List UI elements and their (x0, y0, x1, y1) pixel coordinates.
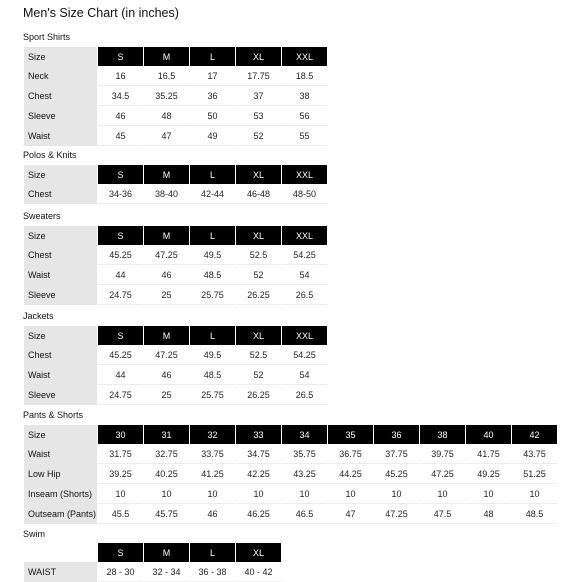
value-cell: 10 (512, 484, 557, 504)
value-cell: 25 (144, 285, 189, 305)
row-label: Neck (24, 66, 97, 86)
value-cell: 48 (144, 106, 189, 126)
value-cell: 37.75 (374, 444, 419, 464)
table-row (24, 444, 557, 464)
table-row (24, 184, 327, 204)
value-cell: 26.25 (236, 285, 281, 305)
value-cell: 52 (236, 265, 281, 285)
value-cell: 53 (236, 106, 281, 126)
value-cell: 40.25 (144, 464, 189, 484)
size-header-label: Size (24, 226, 97, 245)
value-cell: 47 (328, 504, 373, 524)
table-row (24, 385, 327, 405)
value-cell: 47.25 (420, 464, 465, 484)
row-label: Chest (24, 184, 97, 204)
size-header-cell: XL (236, 326, 281, 345)
value-cell: 38-40 (144, 184, 189, 204)
value-cell: 10 (236, 484, 281, 504)
value-cell: 10 (144, 484, 189, 504)
size-table (23, 47, 328, 146)
value-cell: 45.25 (374, 464, 419, 484)
value-cell: 46 (190, 504, 235, 524)
size-table (23, 226, 328, 305)
value-cell: 43.75 (512, 444, 557, 464)
row-label: Chest (24, 86, 97, 106)
size-header-cell: XL (236, 543, 281, 562)
size-header-label: Size (24, 425, 97, 444)
size-header-cell: M (144, 543, 189, 562)
value-cell: 44 (98, 365, 143, 385)
size-header-cell: 31 (144, 425, 189, 444)
size-table (23, 543, 282, 582)
size-header-label (24, 543, 97, 562)
value-cell: 17.75 (236, 66, 281, 86)
value-cell: 44 (98, 265, 143, 285)
table-row (24, 126, 327, 146)
row-label: Waist (24, 265, 97, 285)
size-header-cell: 35 (328, 425, 373, 444)
value-cell: 34-36 (98, 184, 143, 204)
value-cell: 49.25 (466, 464, 511, 484)
value-cell: 26.25 (236, 385, 281, 405)
size-header-label: Size (24, 326, 97, 345)
value-cell: 10 (420, 484, 465, 504)
section-label: Jackets (23, 311, 54, 321)
value-cell: 10 (466, 484, 511, 504)
size-header-cell: XL (236, 47, 281, 66)
value-cell: 52 (236, 365, 281, 385)
value-cell: 48.5 (190, 265, 235, 285)
row-label: Sleeve (24, 285, 97, 305)
value-cell: 54 (282, 265, 327, 285)
size-header-cell: XXL (282, 165, 327, 184)
value-cell: 31.75 (98, 444, 143, 464)
value-cell: 36.75 (328, 444, 373, 464)
value-cell: 54.25 (282, 345, 327, 365)
value-cell: 47.25 (144, 345, 189, 365)
size-header-cell: L (190, 326, 235, 345)
value-cell: 39.25 (98, 464, 143, 484)
row-label: Sleeve (24, 385, 97, 405)
size-header-cell: 34 (282, 425, 327, 444)
value-cell: 17 (190, 66, 235, 86)
value-cell: 26.5 (282, 385, 327, 405)
size-header-cell: L (190, 226, 235, 245)
size-header-cell: L (190, 543, 235, 562)
section-label: Sport Shirts (23, 32, 71, 42)
value-cell: 10 (328, 484, 373, 504)
value-cell: 25.75 (190, 385, 235, 405)
size-header-cell: XXL (282, 226, 327, 245)
value-cell: 16 (98, 66, 143, 86)
size-header-cell: S (98, 543, 143, 562)
value-cell: 45.25 (98, 345, 143, 365)
value-cell: 26.5 (282, 285, 327, 305)
value-cell: 46 (144, 265, 189, 285)
value-cell: 49.5 (190, 345, 235, 365)
value-cell: 49 (190, 126, 235, 146)
value-cell: 45.75 (144, 504, 189, 524)
value-cell: 39.75 (420, 444, 465, 464)
value-cell: 46 (144, 365, 189, 385)
table-row (24, 265, 327, 285)
row-label: Inseam (Shorts) (24, 484, 97, 504)
size-header-cell: XXL (282, 326, 327, 345)
size-header-cell: M (144, 226, 189, 245)
table-row (24, 562, 281, 582)
size-header-cell: M (144, 326, 189, 345)
value-cell: 50 (190, 106, 235, 126)
size-header-cell: M (144, 47, 189, 66)
value-cell: 48 (466, 504, 511, 524)
row-label: WAIST (24, 562, 97, 582)
value-cell: 47.25 (374, 504, 419, 524)
value-cell: 34.5 (98, 86, 143, 106)
value-cell: 54.25 (282, 245, 327, 265)
value-cell: 54 (282, 365, 327, 385)
table-row (24, 106, 327, 126)
value-cell: 46.25 (236, 504, 281, 524)
value-cell: 35.75 (282, 444, 327, 464)
value-cell: 10 (98, 484, 143, 504)
size-header-cell: 42 (512, 425, 557, 444)
value-cell: 16.5 (144, 66, 189, 86)
value-cell: 33.75 (190, 444, 235, 464)
row-label: Low Hip (24, 464, 97, 484)
row-label: Waist (24, 365, 97, 385)
size-header-cell: S (98, 226, 143, 245)
size-table (23, 165, 328, 204)
table-row (24, 66, 327, 86)
value-cell: 37 (236, 86, 281, 106)
value-cell: 48-50 (282, 184, 327, 204)
size-header-label: Size (24, 47, 97, 66)
value-cell: 10 (190, 484, 235, 504)
value-cell: 45 (98, 126, 143, 146)
value-cell: 18.5 (282, 66, 327, 86)
size-header-cell: 32 (190, 425, 235, 444)
size-header-cell: S (98, 326, 143, 345)
value-cell: 43.25 (282, 464, 327, 484)
row-label: Sleeve (24, 106, 97, 126)
value-cell: 46-48 (236, 184, 281, 204)
value-cell: 25 (144, 385, 189, 405)
value-cell: 47.25 (144, 245, 189, 265)
table-row (24, 365, 327, 385)
value-cell: 46 (98, 106, 143, 126)
section-label: Polos & Knits (23, 150, 77, 160)
size-header-cell: 38 (420, 425, 465, 444)
value-cell: 52.5 (236, 245, 281, 265)
value-cell: 36 - 38 (190, 562, 235, 582)
value-cell: 47.5 (420, 504, 465, 524)
value-cell: 36 (190, 86, 235, 106)
row-label: Waist (24, 444, 97, 464)
section-label: Pants & Shorts (23, 410, 84, 420)
size-header-cell: 36 (374, 425, 419, 444)
size-table (23, 326, 328, 405)
size-header-cell: XL (236, 165, 281, 184)
value-cell: 10 (282, 484, 327, 504)
row-label: Chest (24, 345, 97, 365)
size-header-cell: 30 (98, 425, 143, 444)
value-cell: 52 (236, 126, 281, 146)
value-cell: 45.25 (98, 245, 143, 265)
row-label: Chest (24, 245, 97, 265)
value-cell: 42.25 (236, 464, 281, 484)
size-header-cell: 33 (236, 425, 281, 444)
value-cell: 38 (282, 86, 327, 106)
size-header-cell: L (190, 165, 235, 184)
size-table (23, 425, 558, 524)
value-cell: 51.25 (512, 464, 557, 484)
value-cell: 35.25 (144, 86, 189, 106)
size-header-cell: XL (236, 226, 281, 245)
table-row (24, 245, 327, 265)
value-cell: 32.75 (144, 444, 189, 464)
size-header-cell: M (144, 165, 189, 184)
table-row (24, 345, 327, 365)
value-cell: 42-44 (190, 184, 235, 204)
row-label: Outseam (Pants) (24, 504, 97, 524)
row-label: Waist (24, 126, 97, 146)
table-row (24, 86, 327, 106)
table-row (24, 484, 557, 504)
size-header-cell: S (98, 47, 143, 66)
value-cell: 44.25 (328, 464, 373, 484)
value-cell: 40 - 42 (236, 562, 281, 582)
value-cell: 48.5 (512, 504, 557, 524)
size-header-label: Size (24, 165, 97, 184)
size-header-cell: XXL (282, 47, 327, 66)
value-cell: 28 - 30 (98, 562, 143, 582)
value-cell: 32 - 34 (144, 562, 189, 582)
value-cell: 56 (282, 106, 327, 126)
table-row (24, 504, 557, 524)
value-cell: 45.5 (98, 504, 143, 524)
value-cell: 41.75 (466, 444, 511, 464)
value-cell: 25.75 (190, 285, 235, 305)
value-cell: 24.75 (98, 285, 143, 305)
value-cell: 41.25 (190, 464, 235, 484)
section-label: Sweaters (23, 211, 61, 221)
size-header-cell: 40 (466, 425, 511, 444)
value-cell: 10 (374, 484, 419, 504)
value-cell: 24.75 (98, 385, 143, 405)
page-title: Men's Size Chart (in inches) (23, 6, 179, 20)
size-header-cell: L (190, 47, 235, 66)
size-header-cell: S (98, 165, 143, 184)
value-cell: 47 (144, 126, 189, 146)
value-cell: 48.5 (190, 365, 235, 385)
table-row (24, 285, 327, 305)
value-cell: 49.5 (190, 245, 235, 265)
value-cell: 46.5 (282, 504, 327, 524)
section-label: Swim (23, 529, 45, 539)
value-cell: 52.5 (236, 345, 281, 365)
table-row (24, 464, 557, 484)
value-cell: 34.75 (236, 444, 281, 464)
value-cell: 55 (282, 126, 327, 146)
